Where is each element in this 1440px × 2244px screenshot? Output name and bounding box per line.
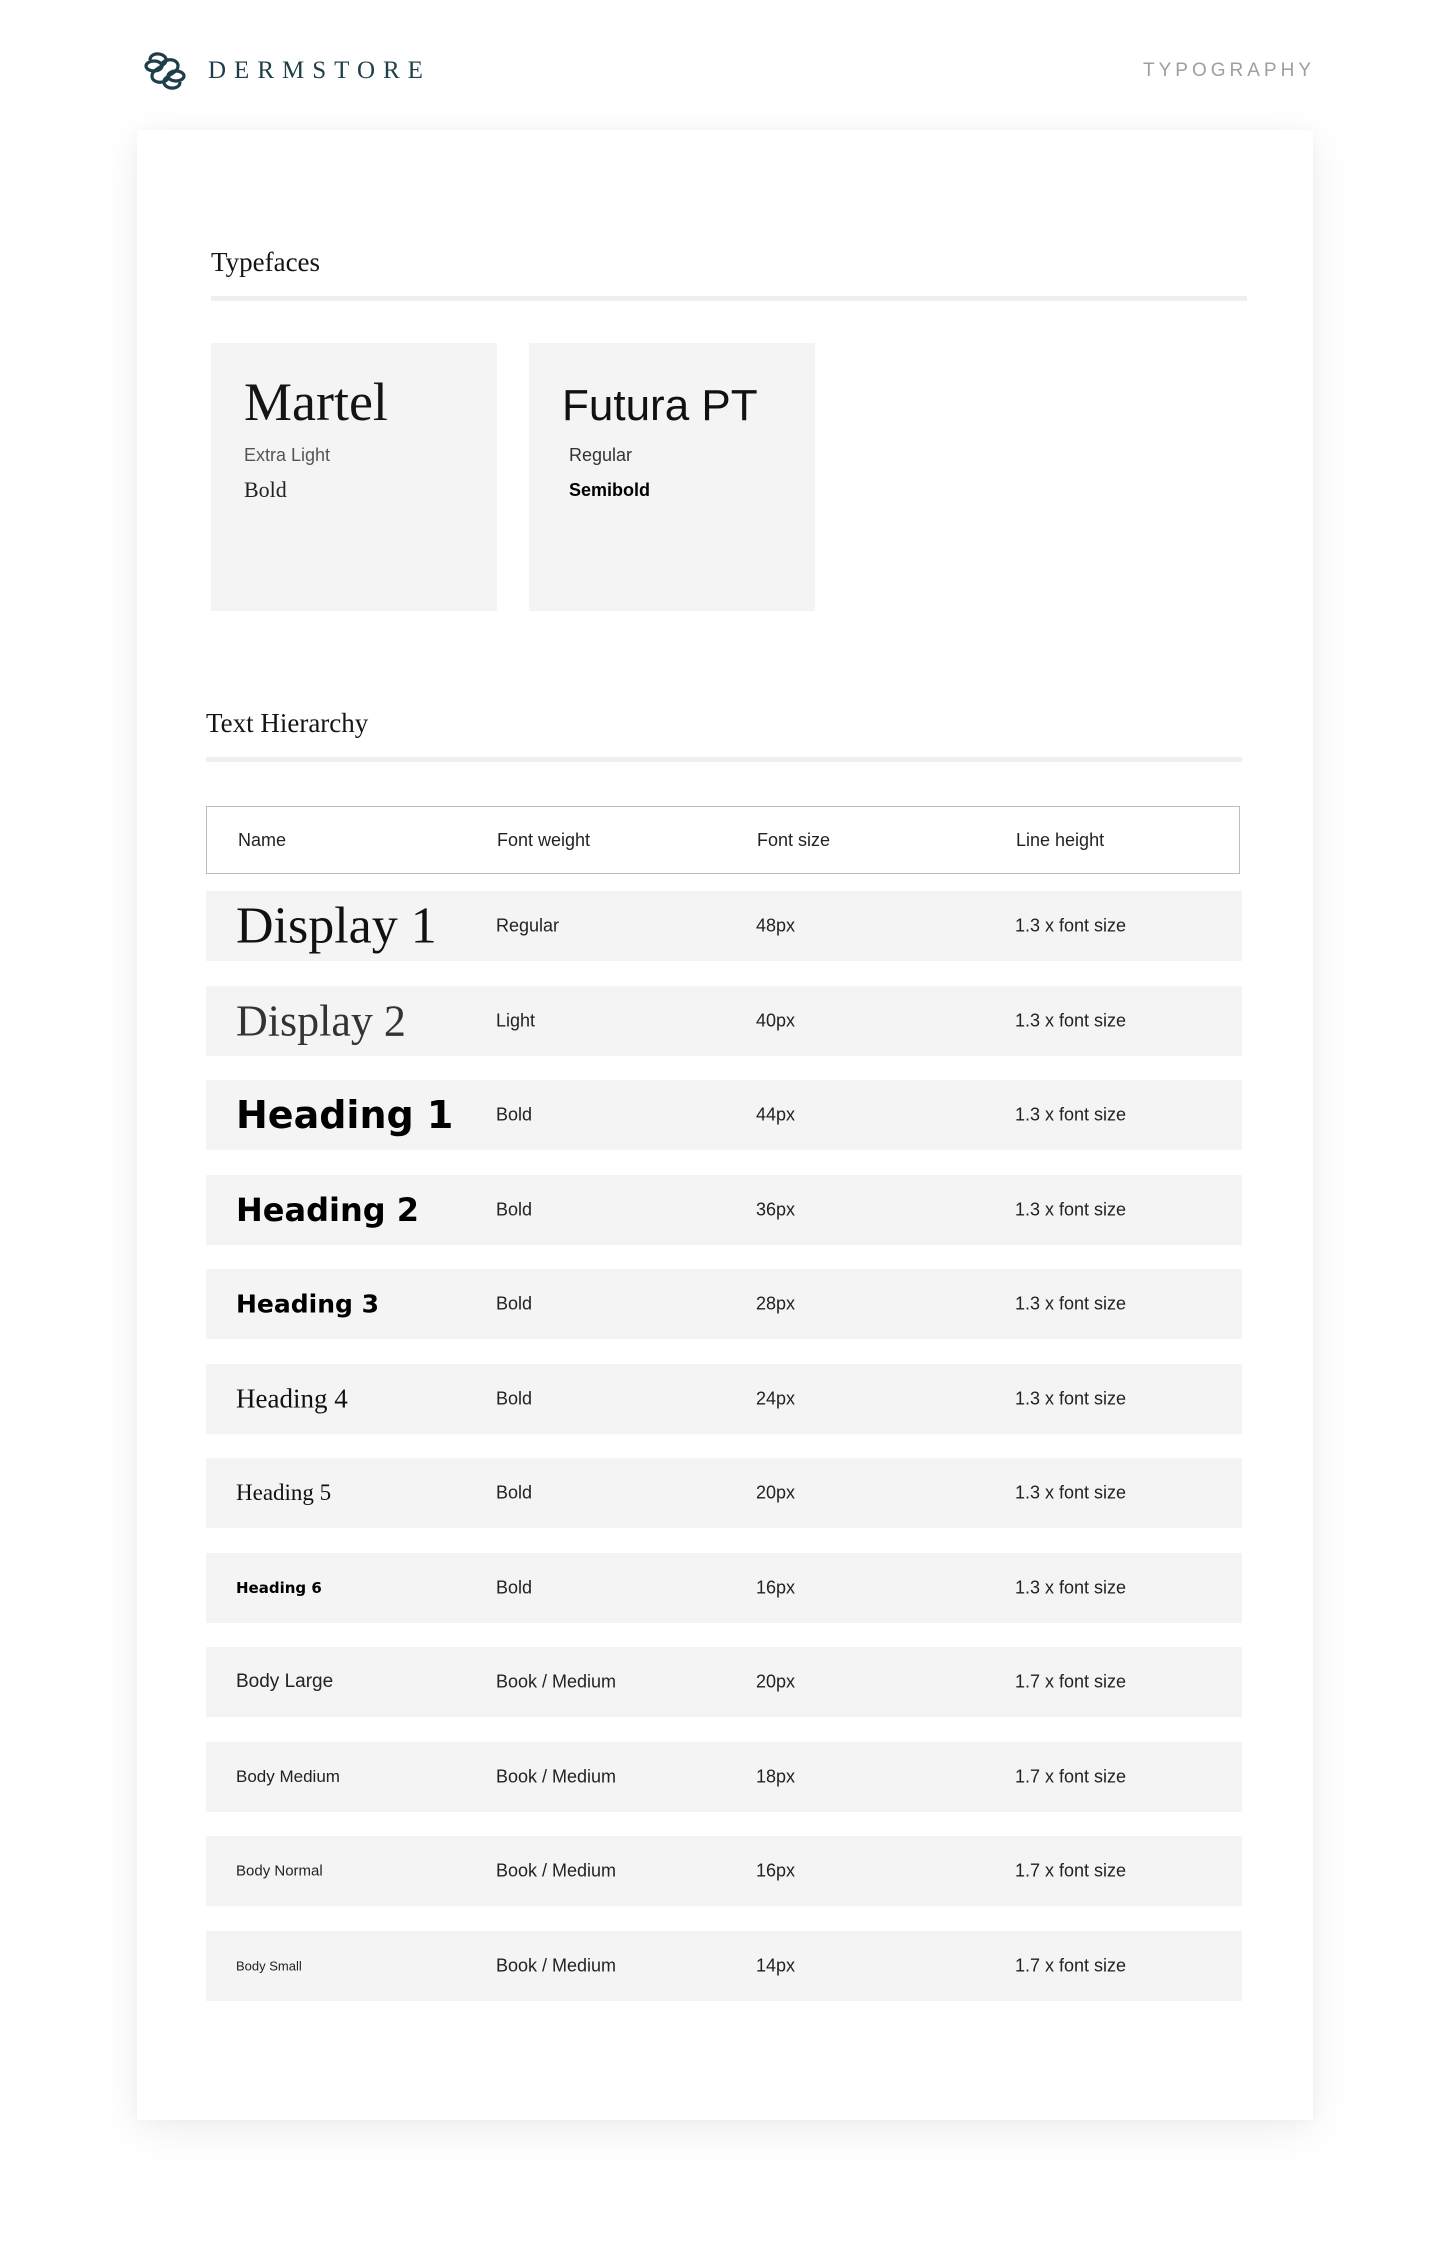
- typeface-card-futura: [529, 343, 815, 611]
- style-sample-name: Body Small: [236, 1958, 302, 1974]
- font-weight-value: Book / Medium: [496, 1766, 617, 1787]
- typography-card: [137, 130, 1313, 2120]
- page-label: TYPOGRAPHY: [1143, 60, 1315, 81]
- table-row: [206, 1269, 1242, 1339]
- font-weight-value: Regular: [496, 915, 560, 936]
- table-row: [206, 986, 1242, 1056]
- font-weight-value: Bold: [496, 1293, 533, 1314]
- line-height-value: 1.7 x font size: [1015, 1860, 1127, 1881]
- typeface-weight: Semibold: [569, 480, 651, 500]
- font-size-value: 16px: [756, 1860, 796, 1881]
- typeface-name: Futura PT: [562, 381, 758, 430]
- style-sample-name: Heading 2: [236, 1191, 420, 1229]
- text-hierarchy-title: Text Hierarchy: [206, 708, 369, 738]
- font-weight-value: Book / Medium: [496, 1955, 617, 1976]
- font-size-value: 36px: [756, 1199, 796, 1220]
- line-height-value: 1.3 x font size: [1015, 1293, 1127, 1314]
- font-weight-value: Book / Medium: [496, 1860, 617, 1881]
- style-sample-name: Display 1: [236, 897, 437, 955]
- table-row: [206, 1364, 1242, 1434]
- typeface-name: Martel: [244, 372, 388, 432]
- brand-name: DERMSTORE: [208, 57, 431, 84]
- line-height-value: 1.3 x font size: [1015, 1199, 1127, 1220]
- style-sample-name: Heading 3: [236, 1289, 380, 1319]
- line-height-value: 1.7 x font size: [1015, 1955, 1127, 1976]
- table-row: [206, 1647, 1242, 1717]
- font-size-value: 20px: [756, 1482, 796, 1503]
- style-sample-name: Body Medium: [236, 1767, 340, 1786]
- font-size-value: 24px: [756, 1388, 796, 1409]
- typeface-weight: Bold: [244, 477, 287, 502]
- line-height-value: 1.3 x font size: [1015, 1010, 1127, 1031]
- style-sample-name: Body Normal: [236, 1862, 323, 1880]
- font-size-value: 16px: [756, 1577, 796, 1598]
- brand-logo[interactable]: [140, 46, 431, 96]
- table-row: [206, 891, 1242, 961]
- line-height-value: 1.3 x font size: [1015, 915, 1127, 936]
- font-size-value: 20px: [756, 1671, 796, 1692]
- line-height-value: 1.7 x font size: [1015, 1766, 1127, 1787]
- style-sample-name: Heading 4: [236, 1383, 348, 1414]
- table-row: [206, 1080, 1242, 1150]
- style-sample-name: Heading 1: [236, 1093, 454, 1137]
- style-sample-name: Body Large: [236, 1671, 334, 1692]
- font-size-value: 28px: [756, 1293, 796, 1314]
- hierarchy-divider: [206, 757, 1242, 762]
- page-header: [0, 0, 1440, 130]
- font-weight-value: Light: [496, 1010, 536, 1031]
- line-height-value: 1.7 x font size: [1015, 1671, 1127, 1692]
- font-weight-value: Bold: [496, 1104, 533, 1125]
- column-header-name: Name: [238, 830, 287, 850]
- table-row: [206, 1458, 1242, 1528]
- font-weight-value: Bold: [496, 1577, 533, 1598]
- table-header: [206, 806, 1240, 874]
- table-row: [206, 1553, 1242, 1623]
- style-sample-name: Display 2: [236, 996, 406, 1046]
- font-size-value: 48px: [756, 915, 796, 936]
- typeface-card-martel: [211, 343, 497, 611]
- typeface-weight: Regular: [569, 445, 633, 465]
- font-weight-value: Bold: [496, 1388, 533, 1409]
- table-row: [206, 1742, 1242, 1812]
- font-size-value: 14px: [756, 1955, 796, 1976]
- table-row: [206, 1175, 1242, 1245]
- line-height-value: 1.3 x font size: [1015, 1388, 1127, 1409]
- style-sample-name: Heading 6: [236, 1579, 322, 1597]
- font-weight-value: Bold: [496, 1199, 533, 1220]
- typeface-weight: Extra Light: [244, 445, 331, 465]
- line-height-value: 1.3 x font size: [1015, 1482, 1127, 1503]
- font-weight-value: Bold: [496, 1482, 533, 1503]
- table-row: [206, 1931, 1242, 2001]
- line-height-value: 1.3 x font size: [1015, 1577, 1127, 1598]
- line-height-value: 1.3 x font size: [1015, 1104, 1127, 1125]
- font-size-value: 18px: [756, 1766, 796, 1787]
- typefaces-title: Typefaces: [211, 247, 321, 277]
- dermstore-logo-icon: [140, 46, 190, 96]
- font-weight-value: Book / Medium: [496, 1671, 617, 1692]
- column-header-line-height: Line height: [1016, 830, 1105, 850]
- table-row: [206, 1836, 1242, 1906]
- font-size-value: 40px: [756, 1010, 796, 1031]
- column-header-font-weight: Font weight: [497, 830, 591, 850]
- column-header-font-size: Font size: [757, 830, 831, 850]
- style-sample-name: Heading 5: [236, 1480, 332, 1505]
- typefaces-divider: [211, 296, 1247, 301]
- font-size-value: 44px: [756, 1104, 796, 1125]
